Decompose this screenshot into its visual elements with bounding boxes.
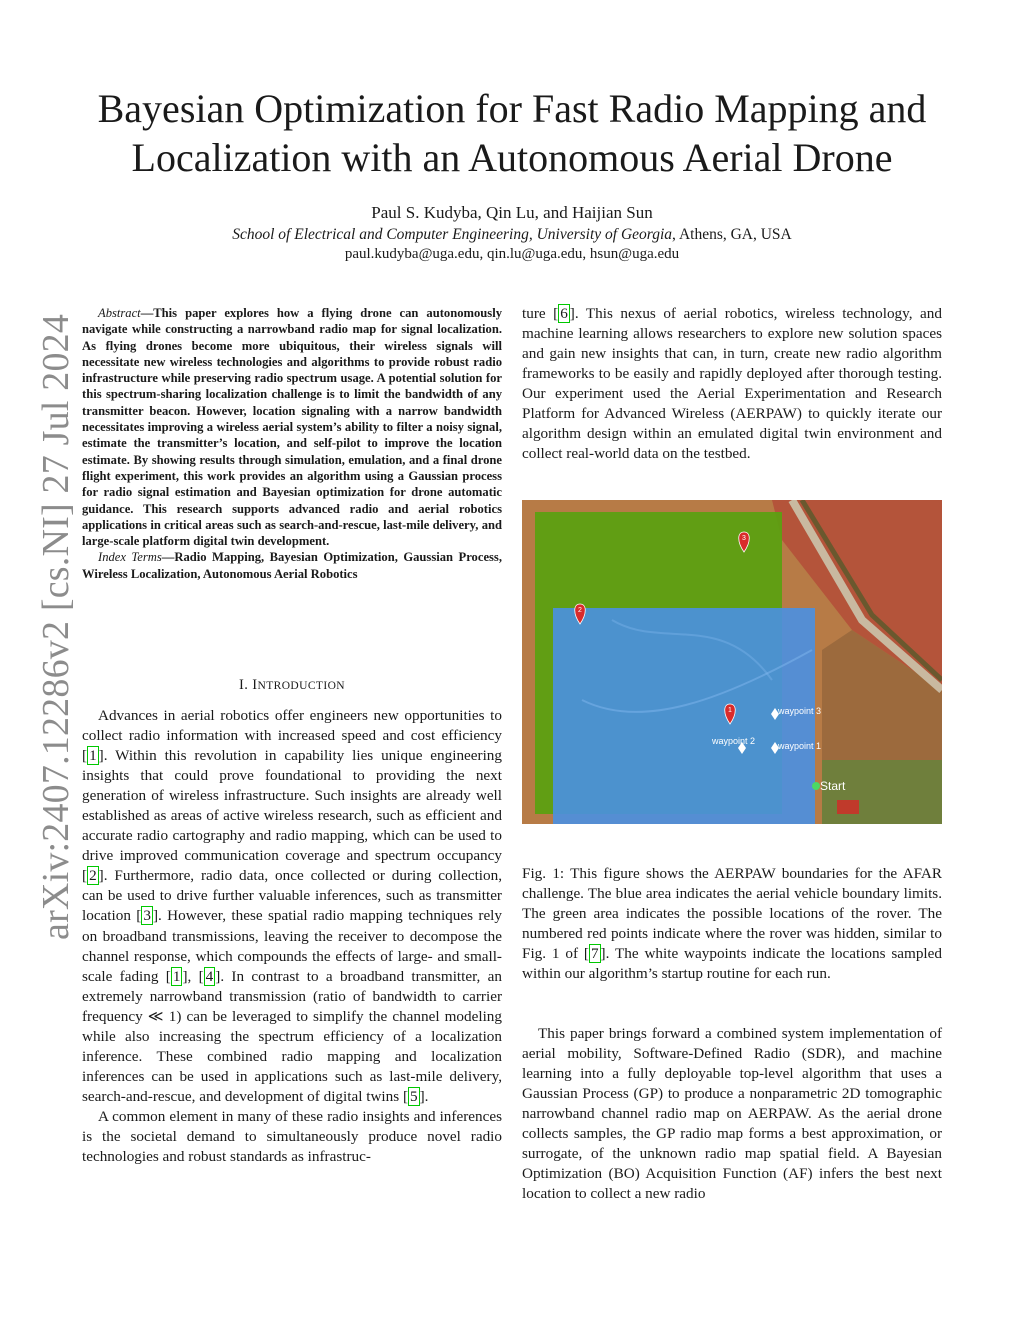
citation-link[interactable]: 6 <box>560 305 568 322</box>
intro-paragraph-2: A common element in many of these radio insights and inferences is the societal demand to simultaneously produce novel radio technologies and robust standards as infrastruc- <box>82 1107 502 1166</box>
paper-title <box>60 84 964 182</box>
section-heading-introduction: I. INTRODUCTION <box>239 677 345 693</box>
citation-link[interactable]: 7 <box>590 945 599 963</box>
introduction-body <box>82 706 502 1167</box>
affiliation-location: , Athens, GA, USA <box>672 226 792 243</box>
abstract <box>82 305 502 582</box>
index-terms-text: —Radio Mapping, Bayesian Optimization, Gaussian Process, Wireless Localization, Autonomous Aerial Robotics <box>82 550 502 581</box>
start-label: Start <box>820 779 846 793</box>
waypoint-3-label: waypoint 3 <box>778 706 822 716</box>
citation-link[interactable]: 1 <box>89 747 97 765</box>
abstract-label: Abstract <box>98 306 141 320</box>
figure-caption-label: Fig. 1: <box>522 865 571 882</box>
intro-paragraph-1: Advances in aerial robotics offer engineers new opportunities to collect radio information with increased speed and cost efficiency [ 1 ]. Within this revolution in capability lies unique engineering insights that could prove foundational to providing the next generation of wireless infrastructure. Such insights are already well established as areas of active wireless research, such as efficient and accurate radio cartography and radio mapping, which can be used to drive improved communication coverage and spectrum occupancy [ 2 ]. Furthermore, radio data, once collected or during collection, can be used to drive further valuable inferences, such as transmitter location [ 3 ]. However, these spatial radio mapping techniques rely on broadband transmissions, leaving the receiver to decompose the channel response, which compounds the effects of large- and small-scale fading [ 1 ], [ 4 ]. In contrast to a broadband transmitter, an extremely narrowband transmission (ratio of bandwidth to carrier frequency ≪ 1) can be leveraged to simplify the channel modeling while also increasing the spectrum efficiency of a localization inference. These combined radio mapping and localization inferences can be used in applications such as last-mile delivery, search-and-rescue, and development of digital twins [ 5 ]. <box>82 707 503 1105</box>
citation-link[interactable]: 3 <box>143 907 151 925</box>
title-line-1: Bayesian Optimization for Fast Radio Mapping and <box>97 86 927 131</box>
marker-3-label: 3 <box>742 535 746 542</box>
citation-link[interactable]: 5 <box>410 1087 418 1105</box>
red-barn <box>837 800 859 814</box>
figure-1-caption: Fig. 1: This figure shows the AERPAW boundaries for the AFAR challenge. The blue area indicates the aerial vehicle boundary limits. The green area indicates the possible locations of the rover. The numbered red points indicate where the rover was hidden, similar to Fig. 1 of [ 7 ]. The white waypoints indicate the locations sampled within our algorithm’s startup routine for each run. <box>522 865 942 983</box>
waypoint-2-label: waypoint 2 <box>712 736 756 746</box>
waypoint-1-label: waypoint 1 <box>778 741 822 751</box>
affiliation <box>0 226 1024 244</box>
author-list: Paul S. Kudyba, Qin Lu, and Haijian Sun <box>371 203 653 222</box>
arxiv-identifier: arXiv:2407.12286v2 [cs.NI] 27 Jul 2024 <box>35 313 77 940</box>
citation-link[interactable]: 2 <box>89 867 97 885</box>
affiliation-institution: School of Electrical and Computer Engineering, University of Georgia <box>232 226 673 243</box>
abstract-text: —This paper explores how a flying drone can autonomously navigate while constructing a narrowband radio map for signal localization. As flying drones become more ubiquitous, their wireless signals will necessitate new wireless technologies and algorithms to provide robust radio infrastructure while preserving radio spectrum usage. A potential solution for this spectrum-sharing localization challenge is to limit the bandwidth of any transmitter beacon. However, location signaling with a narrow bandwidth necessitates improving a wireless aerial system’s ability to filter a noisy signal, estimate the transmitter’s location, and self-pilot to improve the location estimate. By showing results through simulation, emulation, and a final drone flight experiment, this work provides an algorithm using a Gaussian process for radio signal estimation and Bayesian optimization for drone automatic guidance. This research supports advanced radio and aerial robotics applications in critical areas such as search-and-rescue, last-mile delivery, and large-scale platform digital twin development. <box>82 306 502 549</box>
marker-2-label: 2 <box>578 607 582 614</box>
figure-1-map <box>522 500 942 824</box>
citation-link[interactable]: 4 <box>205 967 214 985</box>
body-paragraph-contribution: This paper brings forward a combined system implementation of aerial mobility, Software-Defined Radio (SDR), and machine learning into a fully deployable top-level algorithm that uses a Gaussian Process (GP) to produce a nonparametric 2D tomographic narrowband channel radio map on AERPAW. As the aerial drone collects samples, the GP radio map forms a best approximation, or surrogate, of the unknown radio map spatial field. A Bayesian Optimization (BO) Acquisition Function (AF) infers the best next location to collect a new radio <box>522 1025 942 1203</box>
intro-paragraph-3: ture [ 6 ]. This nexus of aerial robotics, wireless technology, and machine learning allows researchers to explore new solution spaces and gain new insights that can, in turn, create new radio algorithm frameworks to be easily and rapidly deployed after thorough testing. Our experiment used the Aerial Experimentation and Research Platform for Advanced Wireless (AERPAW) to quickly iterate our algorithm design within an emulated digital twin environment and collect real-world data on the testbed. <box>522 305 942 463</box>
index-terms-label: Index Terms <box>98 550 162 565</box>
citation-link[interactable]: 1 <box>172 967 181 985</box>
title-line-2: Localization with an Autonomous Aerial Drone <box>131 135 893 180</box>
intro-continuation <box>522 304 942 464</box>
author-emails: paul.kudyba@uga.edu, qin.lu@uga.edu, hsun@uga.edu <box>344 246 680 262</box>
marker-1-label: 1 <box>728 707 732 714</box>
